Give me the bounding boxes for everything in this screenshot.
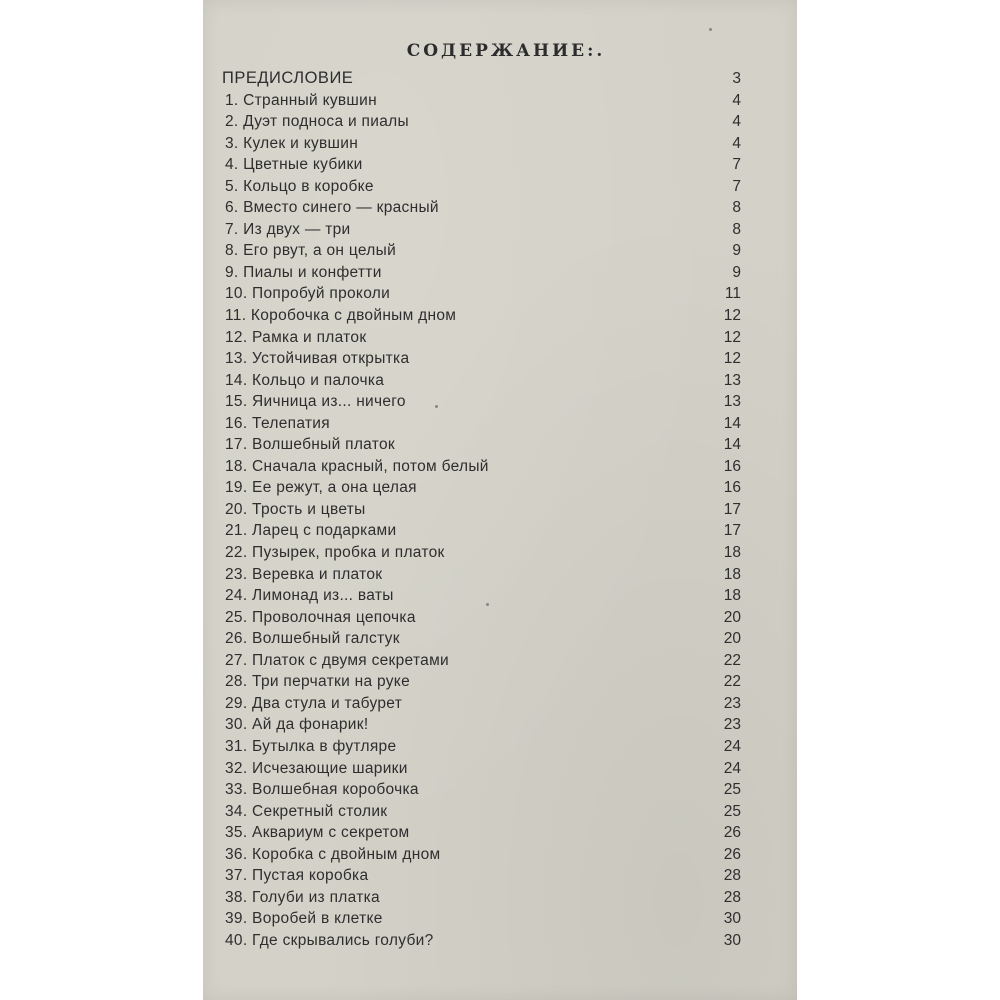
toc-entry-page-number: 7 <box>732 156 741 174</box>
toc-entry-label: 8. Его рвут, а он целый <box>225 242 397 260</box>
ink-speck <box>435 405 438 408</box>
toc-entry-label: 16. Телепатия <box>225 414 330 432</box>
toc-entry-page-number: 22 <box>723 651 741 669</box>
toc-entry-label: 3. Кулек и кувшин <box>225 134 359 152</box>
toc-entry-label: 5. Кольцо в коробке <box>225 177 374 195</box>
toc-entry-page-number: 30 <box>723 910 741 928</box>
toc-entry <box>203 305 797 327</box>
toc-entry-label: 11. Коробочка с двойным дном <box>225 307 457 325</box>
toc-entry <box>203 262 797 284</box>
toc-entry <box>203 154 797 176</box>
toc-entry <box>203 758 797 780</box>
toc-entry-label: 30. Ай да фонарик! <box>225 716 369 734</box>
toc-entry-page-number: 13 <box>723 371 741 389</box>
toc-entry-label: 38. Голуби из платка <box>225 888 380 906</box>
toc-entry <box>203 844 797 866</box>
toc-entry <box>203 607 797 629</box>
toc-entry-label: 28. Три перчатки на руке <box>225 673 410 691</box>
toc-entry-label: 10. Попробуй проколи <box>225 285 391 303</box>
toc-entry-label: 36. Коробка с двойным дном <box>225 845 441 863</box>
toc-entry <box>203 564 797 586</box>
toc-entry <box>203 542 797 564</box>
toc-entry-label: 26. Волшебный галстук <box>225 630 400 648</box>
toc-entry-label: 1. Странный кувшин <box>225 91 377 109</box>
toc-entry <box>203 779 797 801</box>
toc-entry-label: 9. Пиалы и конфетти <box>225 263 382 281</box>
toc-entry-label: 2. Дуэт подноса и пиалы <box>225 113 409 131</box>
toc-entry-label: 29. Два стула и табурет <box>225 694 403 712</box>
toc-entry <box>203 887 797 909</box>
toc-entry-label: 19. Ее режут, а она целая <box>225 479 417 497</box>
toc-entry-label: 33. Волшебная коробочка <box>225 781 419 799</box>
toc-entry-label: 12. Рамка и платок <box>225 328 367 346</box>
toc-entry <box>203 693 797 715</box>
toc-entry-label: 17. Волшебный платок <box>225 436 395 454</box>
toc-entry-page-number: 3 <box>732 70 741 87</box>
toc-entry-page-number: 25 <box>723 781 741 799</box>
toc-entry-label: 13. Устойчивая открытка <box>225 350 410 368</box>
toc-entry-page-number: 9 <box>732 263 741 281</box>
toc-entry <box>203 240 797 262</box>
toc-entry-label: 34. Секретный столик <box>225 802 388 820</box>
toc-entry-label: 14. Кольцо и палочка <box>225 371 385 389</box>
toc-entry <box>203 197 797 219</box>
toc-entry-page-number: 13 <box>723 393 741 411</box>
toc-entry <box>203 520 797 542</box>
toc-entry <box>203 348 797 370</box>
toc-entry-page-number: 11 <box>724 285 741 303</box>
toc-entry-label: 37. Пустая коробка <box>225 867 369 885</box>
toc-entry-label: 24. Лимонад из... ваты <box>225 587 394 605</box>
toc-entry <box>203 671 797 693</box>
toc-entry-page-number: 17 <box>723 500 741 518</box>
toc-entry-label: 23. Веревка и платок <box>225 565 383 583</box>
toc-entry-page-number: 7 <box>732 177 741 195</box>
toc-entry <box>203 628 797 650</box>
toc-entry <box>203 391 797 413</box>
toc-entry <box>203 650 797 672</box>
toc-entry-label: ПРЕДИСЛОВИЕ <box>222 69 354 87</box>
toc-entry-page-number: 18 <box>723 587 741 605</box>
toc-entry <box>203 90 797 112</box>
toc-entry-page-number: 28 <box>723 867 741 885</box>
toc-entry <box>203 219 797 241</box>
toc-entry-label: 20. Трость и цветы <box>225 500 366 518</box>
toc-entry <box>203 327 797 349</box>
toc-entry <box>203 865 797 887</box>
toc-entry <box>203 801 797 823</box>
toc-entry-label: 31. Бутылка в футляре <box>225 737 397 755</box>
toc-entry <box>203 133 797 155</box>
toc-entry-label: 22. Пузырек, пробка и платок <box>225 544 445 562</box>
toc-entry-page-number: 14 <box>723 436 741 454</box>
toc-entry-label: 18. Сначала красный, потом белый <box>225 457 489 475</box>
toc-entry-page-number: 28 <box>723 888 741 906</box>
toc-entry-page-number: 23 <box>723 694 741 712</box>
toc-entry <box>203 908 797 930</box>
ink-speck <box>709 28 712 31</box>
toc-list <box>203 68 797 951</box>
toc-entry-page-number: 16 <box>723 457 741 475</box>
toc-entry-page-number: 22 <box>723 673 741 691</box>
toc-entry <box>203 714 797 736</box>
toc-entry-label: 27. Платок с двумя секретами <box>225 651 450 669</box>
toc-entry-page-number: 4 <box>732 134 741 152</box>
toc-entry-page-number: 16 <box>723 479 741 497</box>
toc-entry <box>203 930 797 952</box>
toc-entry-label: 7. Из двух — три <box>225 220 351 238</box>
toc-entry-label: 32. Исчезающие шарики <box>225 759 408 777</box>
toc-entry-label: 25. Проволочная цепочка <box>225 608 416 626</box>
toc-entry <box>203 176 797 198</box>
toc-entry-page-number: 9 <box>732 242 741 260</box>
toc-entry-label: 6. Вместо синего — красный <box>225 199 439 217</box>
toc-entry-page-number: 4 <box>732 91 741 109</box>
toc-entry-preface <box>203 68 797 90</box>
toc-entry <box>203 283 797 305</box>
toc-entry-label: 21. Ларец с подарками <box>225 522 397 540</box>
toc-entry-page-number: 14 <box>723 414 741 432</box>
toc-entry-page-number: 18 <box>723 544 741 562</box>
toc-entry-page-number: 26 <box>723 824 741 842</box>
toc-entry <box>203 736 797 758</box>
toc-entry-page-number: 26 <box>723 845 741 863</box>
toc-entry <box>203 434 797 456</box>
toc-entry <box>203 456 797 478</box>
toc-entry <box>203 413 797 435</box>
toc-entry-label: 35. Аквариум с секретом <box>225 824 410 842</box>
toc-entry <box>203 499 797 521</box>
toc-entry-label: 40. Где скрывались голуби? <box>225 931 434 949</box>
toc-entry-page-number: 24 <box>723 759 741 777</box>
ink-speck <box>486 603 489 606</box>
toc-entry <box>203 477 797 499</box>
toc-entry-page-number: 18 <box>723 565 741 583</box>
toc-entry-page-number: 12 <box>723 307 741 325</box>
book-page <box>203 0 797 1000</box>
toc-entry-label: 15. Яичница из... ничего <box>225 393 406 411</box>
toc-entry <box>203 585 797 607</box>
toc-entry-page-number: 20 <box>723 630 741 648</box>
toc-entry-page-number: 8 <box>732 220 741 238</box>
toc-entry <box>203 111 797 133</box>
toc-entry-label: 39. Воробей в клетке <box>225 910 383 928</box>
toc-entry-page-number: 12 <box>723 328 741 346</box>
toc-entry-label: 4. Цветные кубики <box>225 156 363 174</box>
toc-title: СОДЕРЖАНИЕ:. <box>406 41 606 61</box>
toc-entry-page-number: 4 <box>732 113 741 131</box>
toc-entry-page-number: 8 <box>732 199 741 217</box>
toc-entry <box>203 370 797 392</box>
toc-entry-page-number: 12 <box>723 350 741 368</box>
toc-entry-page-number: 17 <box>723 522 741 540</box>
toc-entry-page-number: 23 <box>723 716 741 734</box>
toc-entry-page-number: 30 <box>723 931 741 949</box>
toc-entry-page-number: 25 <box>723 802 741 820</box>
toc-entry-page-number: 20 <box>723 608 741 626</box>
toc-entry <box>203 822 797 844</box>
toc-entry-page-number: 24 <box>723 737 741 755</box>
